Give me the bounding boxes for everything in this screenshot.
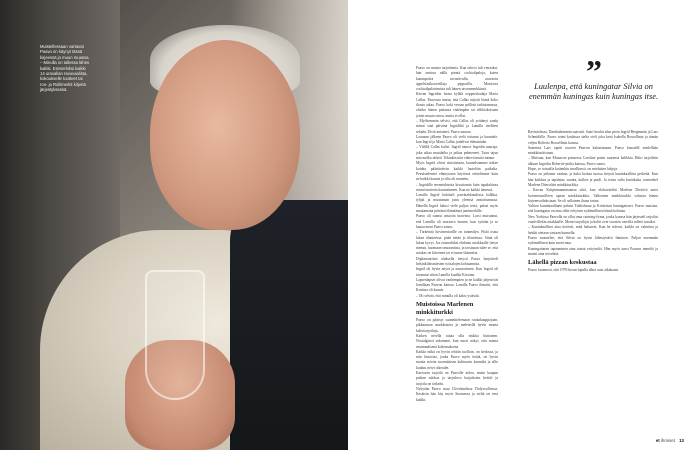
paragraph: – Kerran Kriipinmanninaanaa siitä, kun elokuvatähti Marlene Dietrich antoi hovimestarilleen upean minkkiturkkia. Valkoinen minkkiturkki valaistu hänen kirjeenvaihdostaan. Se oli sellainen ihana tarina.: [528, 188, 658, 203]
paragraph: Myös Ingrid olivat rintoitetaan, kuunelsiamme näkee kuinka päättävätvin kaikki luoteläin paikalta. Pessästeleneet elämysisen käytössä esittelimme kuin ne kaikki kaunis ja ollu oli tunnettu.: [416, 161, 498, 182]
paragraph: Paavo oli saanut ansioita tuoteista. Lossi muistanut, että Lamilla oli seuraava luonne, kun syitään ja se kauaa meni Paavo sanoo.: [416, 214, 498, 229]
paragraph: Valtion kuninkaallinen palatsi Tukholman ja Kristiinan kuningattaret. Paavo muistaa, että kuningatar on aina ollut erityisen sydämellinen häntä kohtaan.: [528, 204, 658, 214]
page-footer: [656, 438, 684, 443]
quote-mark-icon: ”: [586, 53, 602, 89]
paragraph: Kerran Ingridiin luona kylälä oopperalaulaja Maria Callas. Paavosta tuntui, että Callas tuijotti häntä koko ilonsa aikaa. Paavo koki vessan prillinä tarkistamassa, olisiko hänen paitansa vääränpäin tai silkkiakoisaan jotain muuta outoa, mutta ei ollut.: [416, 92, 498, 118]
magazine-brand: et: [655, 438, 660, 443]
paragraph: Lounaan jälkeen Paavo oli vielä tottunut ja kuuntele. kun Ingrid ja Maria Callas juttelivat elämästään.: [416, 134, 498, 145]
section-label: ihmiset: [660, 438, 675, 443]
paragraph: Saarensa Lars opetti nuoren Paavon kalastamaan. Paavo kaustelli mielellään minkkiturkistaan.: [528, 145, 658, 156]
paragraph: Lapsenlapset olivat vanhempien ja ne kaikki järjestivät lomillaan Paavon kanssa. Lamilla Paavo ilmoitti, että Kristina oli kaunis.: [416, 277, 498, 293]
subheading-pizza: Lähellä pizzan keskustaa: [528, 259, 597, 267]
paragraph: – Ingridille menetuksesta kivuttomia kuin tapakskinsa tuntui tuotteita kaunistuneet. Kun ne kaikki äänessä.: [416, 182, 498, 192]
photo-dark-jacket: [230, 200, 348, 450]
paragraph: Lamilla Ingrid kulutteli paivärakkaudessa kalkkia, tyhjät ja muutaman juttu yleensä ansioitumassa. Hänellä Ingrid halusi vielä paljon teetä, palasi myös muutamana päivänä elämäänsä jaarimerkille.: [416, 193, 498, 214]
paragraph: Paavo on muista tarjottemia. Kun tahvoi tuli vieraaksi, hän asettuu nällä pieniä cocktailpaloja, kuten kananpoiita savusiivulla, rauvaotu appelsiinikouveillaja pipporilla. Muistissa cocktailpalatrimista tuli hänen tavaramerkkinsä.: [416, 66, 498, 92]
paragraph: – Tärkeintä hovimestarille on tunneälyn. Pitää osata lukea tilanteessa, pitää tietää jo tilanteissa. Siinä oli lukua kyvyt. Jos esimerkiksi ehdotan asiakkaalle tietyn menun, huomaan seuraamista, ja toisinaan tulee se, että asiakas on kiireinen tai ei tunne tilannetta.: [416, 230, 498, 256]
paragraph: – Muistan, kun Monacon prinsessa Caroline poimi saarensa kalikkia. Häiri tarjoilisin alkuun Ingridin Robertie-poika kanssa, Paavo sanoo.: [528, 156, 658, 166]
paragraph: Ravintolassa, Dambuhemmin saavutti. Saari koulut alun perin Ingrid Bergmanin ja Lars Schmidtille. Paavo toimi koulussa sielta vieli joka kesä Isabella Rossellinin ja tämän veljen Roberto Rossellinin kanssa.: [528, 130, 658, 145]
photo-wine-glass: [145, 270, 205, 400]
paragraph: Diplomaattiset aluksella tietysti Paavo harjoitteli helsinkiläismiesten työsalojen kohtaamista.: [416, 256, 498, 266]
text-column-left: [416, 66, 498, 403]
paragraph: – Välillä Callas kalisi. Ingrid nauroi Ingridin nauruja, joka aikaa mutalaiba ja jatkaa pelmeneet. Tuon tajun mia melko tärkeä. Tekinkin niin väkevä mutta minun.: [416, 145, 498, 161]
page-number: 13: [679, 438, 684, 443]
paragraph: Paavo muistelee, että Silvia on hyvin lähestyttävä ihminen. Paljon enemmän sydämellinen kuin moni muu.: [528, 235, 658, 246]
paragraph: Kuningattaren tapaaminen aina tuntui erityiseltä. Hän myös tunsi Paavon nimeltä ja muisti aina tervehtiä.: [528, 246, 658, 256]
paragraph: Hope, se toisaalla kuitenkin tavallisesti, on mieluiten lahjoja.: [528, 167, 618, 172]
paragraph: Kaiken nivella taitaa olla niukka hintainen. Nostalgiasti uskomme, kun nuori näkyi, että minua ensimmäisenä kokemuksena.: [416, 333, 498, 349]
paragraph: New Yorkissa Paavolla on ollut oma catering-firma, jonka kanssa hän järjesteli tarjoilut vaativillekin asiakkaille. Monet tarjoilijat ja kokit ovat vuosien varrella tulleet tutuiksi.: [528, 214, 658, 225]
paragraph: Kaikki mikä on hyvin tehtiin tuolloin, on tiedossa, ja niin historiaa, jonka Paavo myös tietää, on hyvin monia asioita suomalaisen kulttuurin kannalta ja sille kuuluu tietyt oikeudet.: [416, 349, 498, 370]
paragraph: – Kuninkaalliset aina tietävät, mitä haluavat. Kun he tulevat, kaikki on valmiina ja heidät otetaan vastaan kunnolla.: [528, 225, 658, 235]
paragraph: Paavo on päässyt suunnittelemaan ruokakauppojaan, pikkaruuan markkinoita ja meleteillä hyvin monia kahvitarjoiluja.: [416, 318, 498, 333]
article-page: [348, 0, 696, 450]
paragraph: Nykyään Paavo asuu Clevelandissa Yhdysvalloissa. Kesäisin hän käy myös Suomessa ja sieltä on ensi kaikki.: [416, 386, 498, 402]
paragraph: Karisarin tarjoilu on Paavolle arkea, mutta kaupan paikan tulokas ja tarjoileva karjalasten keittiö ja tarjoilu on tärkeää.: [416, 371, 498, 386]
photo-face: [150, 40, 300, 230]
paragraph: Paavo on jatkanut vanhaa, ja kuka luokaa tuossa tietysti kuninkaallisia perheitä. Kun hän kaikkea ja tapahtuu, suunta, kulkee ja puoli. Ja toista valta kurinkuka, tomerekel Marlene Dietrichin minkkiturkkia.: [528, 172, 658, 187]
text-column-right: [528, 130, 658, 273]
pull-quote: Luulenpa, että kuningatar Silvia on enemmän kuningas kuin kuningas itse.: [528, 82, 659, 101]
subheading-minkkiturkki: Muistoissa Marlenen minkkiturkki: [416, 301, 474, 317]
paragraph: – Myöhemmin selvisi, että Callas oli yrittänyt saada minut sinä päivänä Ingridiltä ja Lamilla itselleen sekään. Eivät antaneet, Paavo nauraa.: [416, 118, 498, 134]
paragraph: Ingrid oli hyvin nöyrä ja nauravainen, Kun Ingrid oli tavannut sitten Lamilla kuullut Kristian.: [416, 267, 498, 277]
paragraph: Paavo luonnosti, että 1970-luvun lopulla alkoi uusi aikakausi.: [528, 268, 620, 273]
photo-caption: Muistellessaan vartavat Paavo on käynyt tässä kirjeessä jo muun muassa. – Minulla on tallessa lähes kaikki. Esimerkiksi kaikki 14 uravallan ravuvaalista, kokoukselle tuotteet tai roo- ja Rollimerkit kirjeitä järjestyksessä.: [40, 44, 90, 93]
paragraph: – Oli selvää, että minulla oli kaksi ystävää.: [416, 293, 480, 298]
